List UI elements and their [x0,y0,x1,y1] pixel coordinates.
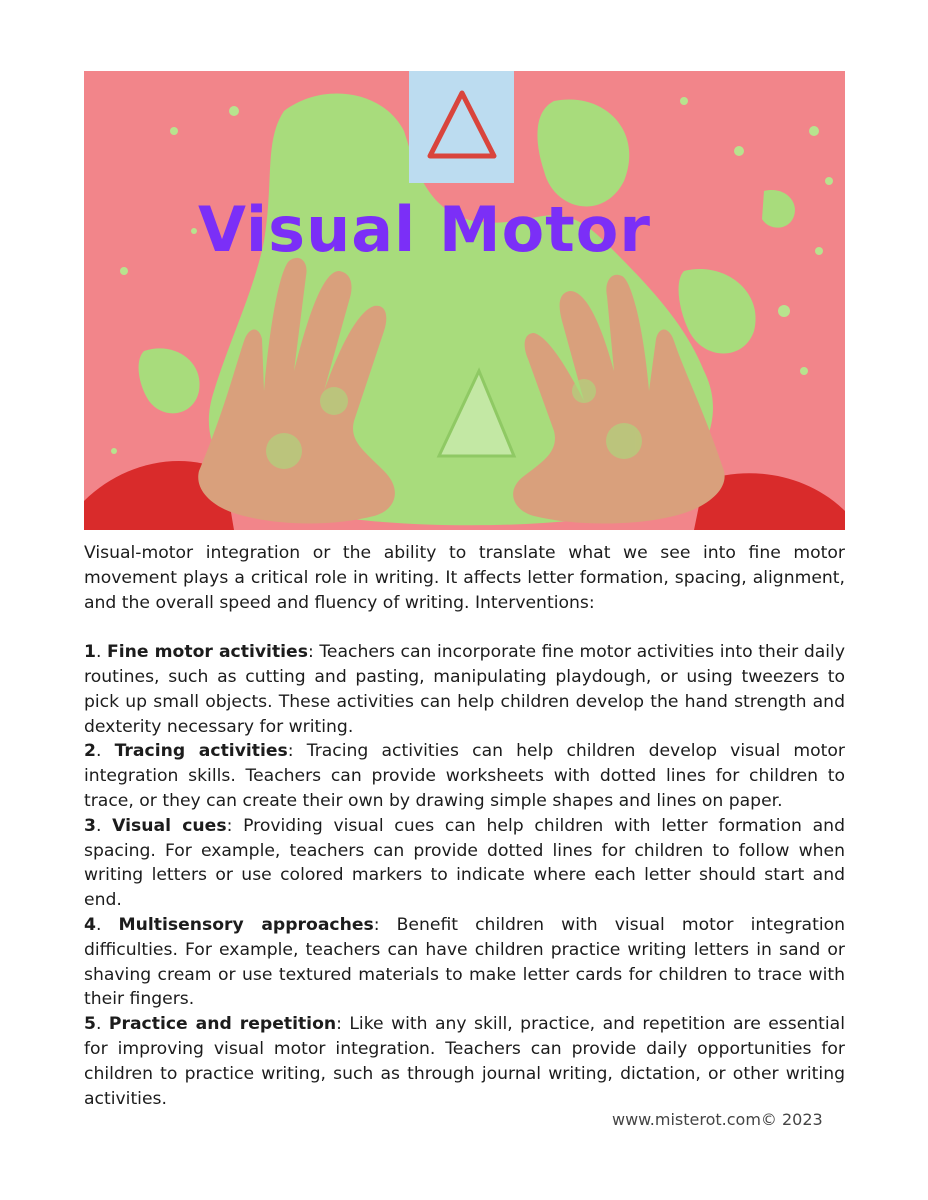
list-item: 1. Fine motor activities: Teachers can incorporate fine motor activities into their daily routines, such as cutting and pasting, manipulating playdough, or using tweezers to pick up small objects. These activities can help children develop the hand strength and dexterity necessary for writing. [84,642,845,737]
item-text: : Teachers can incorporate fine motor activities into their daily routines, such as cutting and pasting, manipulating playdough, or using tweezers to pick up small objects. These activities can help children develop the hand strength and dexterity necessary for writing. [84,642,845,737]
hero-image [84,71,845,530]
list-item: 4. Multisensory approaches: Benefit children with visual motor integration difficulties. For example, teachers can have children practice writing letters in sand or shaving cream or use textured materials to make letter cards for children to trace with their fingers. [84,914,845,1010]
item-text: : Like with any skill, practice, and repetition are essential for improving visual motor integration. Teachers can provide daily opportunities for children to practice writing, such as through journal writing, dictation, or other writing activities. [84,1014,845,1109]
footer-copyright: www.misterot.com© 2023 [612,1110,823,1129]
item-title: Fine motor activities [107,642,308,663]
item-title: Multisensory approaches [118,914,374,935]
item-number: 5 [84,1014,96,1035]
list-item: 2. Tracing activities: Tracing activities can help children develop visual motor integration skills. Teachers can provide worksheets with dotted lines for children to trace, or they can create their own by drawing simple shapes and lines on paper. [84,741,845,811]
intro-paragraph: Visual-motor integration or the ability to translate what we see into fine motor movement plays a critical role in writing. It affects letter formation, spacing, alignment, and the overall speed and fluency of writing. Interventions: [84,543,845,613]
item-number: 4 [84,914,96,935]
item-number: 2 [84,741,96,762]
item-text: : Providing visual cues can help children with letter formation and spacing. For example, teachers can provide dotted lines for children to follow when writing letters or use colored markers to indicate where each letter should start and end. [84,815,845,911]
item-text: : Benefit children with visual motor integration difficulties. For example, teachers can have children practice writing letters in sand or shaving cream or use textured materials to make letter cards for children to trace with their fingers. [84,914,845,1010]
list-item: 3. Visual cues: Providing visual cues can help children with letter formation and spacing. For example, teachers can provide dotted lines for children to follow when writing letters or use colored markers to indicate where each letter should start and end. [84,815,845,911]
list-item: 5. Practice and repetition: Like with any skill, practice, and repetition are essential for improving visual motor integration. Teachers can provide daily opportunities for children to practice writing, such as through journal writing, dictation, or other writing activities. [84,1014,845,1109]
item-number: 1 [84,642,96,663]
item-title: Tracing activities [114,741,288,762]
item-title: Visual cues [112,815,227,836]
hero-title: Visual Motor [198,193,651,266]
item-title: Practice and repetition [108,1014,337,1035]
article-body [84,541,845,1111]
sand-triangle-illustration [84,71,845,530]
item-number: 3 [84,815,96,836]
item-text: : Tracing activities can help children develop visual motor integration skills. Teachers can provide worksheets with dotted lines for children to trace, or they can create their own by drawing simple shapes and lines on paper. [84,741,845,811]
